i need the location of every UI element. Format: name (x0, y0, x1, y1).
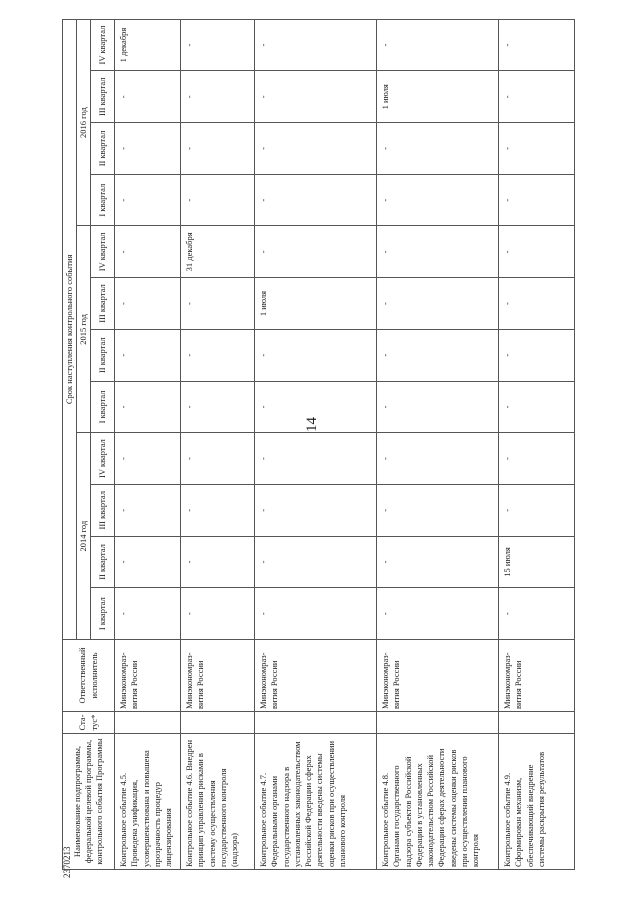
event-executor: Минэкономраз-вития России (181, 640, 255, 712)
period-cell: - (115, 536, 181, 588)
period-cell: 15 июля (499, 536, 575, 588)
event-executor: Минэкономраз-вития России (499, 640, 575, 712)
period-cell: - (115, 278, 181, 330)
period-cell: - (181, 433, 255, 485)
period-cell: - (255, 588, 377, 640)
period-cell: - (377, 381, 499, 433)
header-quarter: III квартал (91, 278, 115, 330)
header-quarter: III квартал (91, 71, 115, 123)
period-cell: - (499, 174, 575, 226)
period-cell: - (499, 226, 575, 278)
period-cell: - (181, 278, 255, 330)
period-cell: - (115, 433, 181, 485)
header-quarter: I квартал (91, 381, 115, 433)
document-code: 2370213 (62, 846, 72, 878)
page-number: 14 (304, 417, 320, 432)
header-year-2014: 2014 год (77, 433, 91, 640)
period-cell: - (181, 174, 255, 226)
table-row (115, 19, 181, 869)
event-executor: Минэкономраз-вития России (255, 640, 377, 712)
period-cell: - (377, 484, 499, 536)
period-cell: - (499, 381, 575, 433)
event-status (377, 712, 499, 734)
header-quarter: I квартал (91, 174, 115, 226)
period-cell: - (377, 174, 499, 226)
period-cell: - (255, 381, 377, 433)
period-cell: - (499, 329, 575, 381)
event-executor: Минэкономраз-вития России (377, 640, 499, 712)
period-cell: - (115, 71, 181, 123)
table-row (255, 19, 377, 869)
table-header (63, 19, 115, 869)
event-executor: Минэкономраз-вития России (115, 640, 181, 712)
period-cell: - (255, 484, 377, 536)
period-cell: - (255, 71, 377, 123)
period-cell: - (255, 433, 377, 485)
event-name: Контрольное событие 4.6. Внедрен принцип управления рисками в систему осуществления государственного контроля (надзора) (181, 734, 255, 870)
header-period: Срок наступления контрольного события (63, 19, 77, 639)
table-row (181, 19, 255, 869)
period-cell: - (115, 226, 181, 278)
period-cell: - (115, 123, 181, 175)
period-cell: - (377, 19, 499, 71)
header-quarter: II квартал (91, 536, 115, 588)
period-cell: - (499, 19, 575, 71)
header-quarter: II квартал (91, 329, 115, 381)
table-row (377, 19, 499, 869)
event-name: Контрольное событие 4.7. Федеральными органами государственного надзора в установленных законодательством Российской Федерации сферах деятельности введены системы оценки рисков при осуществлении планового контроля (255, 734, 377, 870)
period-cell: - (181, 329, 255, 381)
period-cell: - (499, 123, 575, 175)
period-cell: - (181, 588, 255, 640)
table-row (499, 19, 575, 869)
period-cell: - (181, 536, 255, 588)
period-cell: - (181, 19, 255, 71)
period-cell: - (377, 329, 499, 381)
rotated-page (62, 20, 640, 870)
period-cell: - (181, 484, 255, 536)
period-cell: - (499, 484, 575, 536)
period-cell: - (255, 226, 377, 278)
header-quarter: IV квартал (91, 226, 115, 278)
period-cell: 1 июля (255, 278, 377, 330)
period-cell: - (255, 329, 377, 381)
event-name: Контрольное событие 4.5. Проведена унификация, усовершенствована и повышена прозрачность процедур лицензирования (115, 734, 181, 870)
header-year-2015: 2015 год (77, 226, 91, 433)
header-executor: Ответственный исполнитель (63, 640, 115, 712)
control-events-table (62, 19, 575, 870)
period-cell: - (377, 123, 499, 175)
period-cell: 1 декабря (115, 19, 181, 71)
period-cell: - (255, 174, 377, 226)
period-cell: - (115, 484, 181, 536)
period-cell: - (255, 123, 377, 175)
header-name: Наименование подпрограммы, федеральной целевой программы, контрольного события Программы (63, 734, 115, 870)
period-cell: - (499, 433, 575, 485)
period-cell: - (181, 381, 255, 433)
period-cell: - (115, 174, 181, 226)
event-status (181, 712, 255, 734)
period-cell: - (377, 588, 499, 640)
header-status: Ста-тус* (63, 712, 115, 734)
period-cell: 31 декабря (181, 226, 255, 278)
period-cell: - (499, 588, 575, 640)
event-status (255, 712, 377, 734)
period-cell: - (499, 71, 575, 123)
event-status (499, 712, 575, 734)
event-name: Контрольное событие 4.9. Сформирован механизм, обеспечивающий внедрение системы раскрытия результатов (499, 734, 575, 870)
period-cell: - (115, 329, 181, 381)
header-quarter: IV квартал (91, 433, 115, 485)
header-year-2016: 2016 год (77, 19, 91, 226)
period-cell: - (115, 588, 181, 640)
period-cell: - (181, 71, 255, 123)
period-cell: - (255, 536, 377, 588)
period-cell: - (499, 278, 575, 330)
period-cell: - (377, 226, 499, 278)
event-status (115, 712, 181, 734)
header-quarter: III квартал (91, 484, 115, 536)
table-body (115, 19, 575, 869)
period-cell: - (377, 278, 499, 330)
period-cell: 1 июля (377, 71, 499, 123)
period-cell: - (115, 381, 181, 433)
period-cell: - (255, 19, 377, 71)
period-cell: - (377, 536, 499, 588)
period-cell: - (181, 123, 255, 175)
event-name: Контрольное событие 4.8. Органами государственного надзора субъектов Российской Федерации в установленных законодательством Российской Федерации сферах деятельности введены системы оценки рисков при осуществлении планового контроля (377, 734, 499, 870)
period-cell: - (377, 433, 499, 485)
header-quarter: IV квартал (91, 19, 115, 71)
header-quarter: I квартал (91, 588, 115, 640)
header-quarter: II квартал (91, 123, 115, 175)
